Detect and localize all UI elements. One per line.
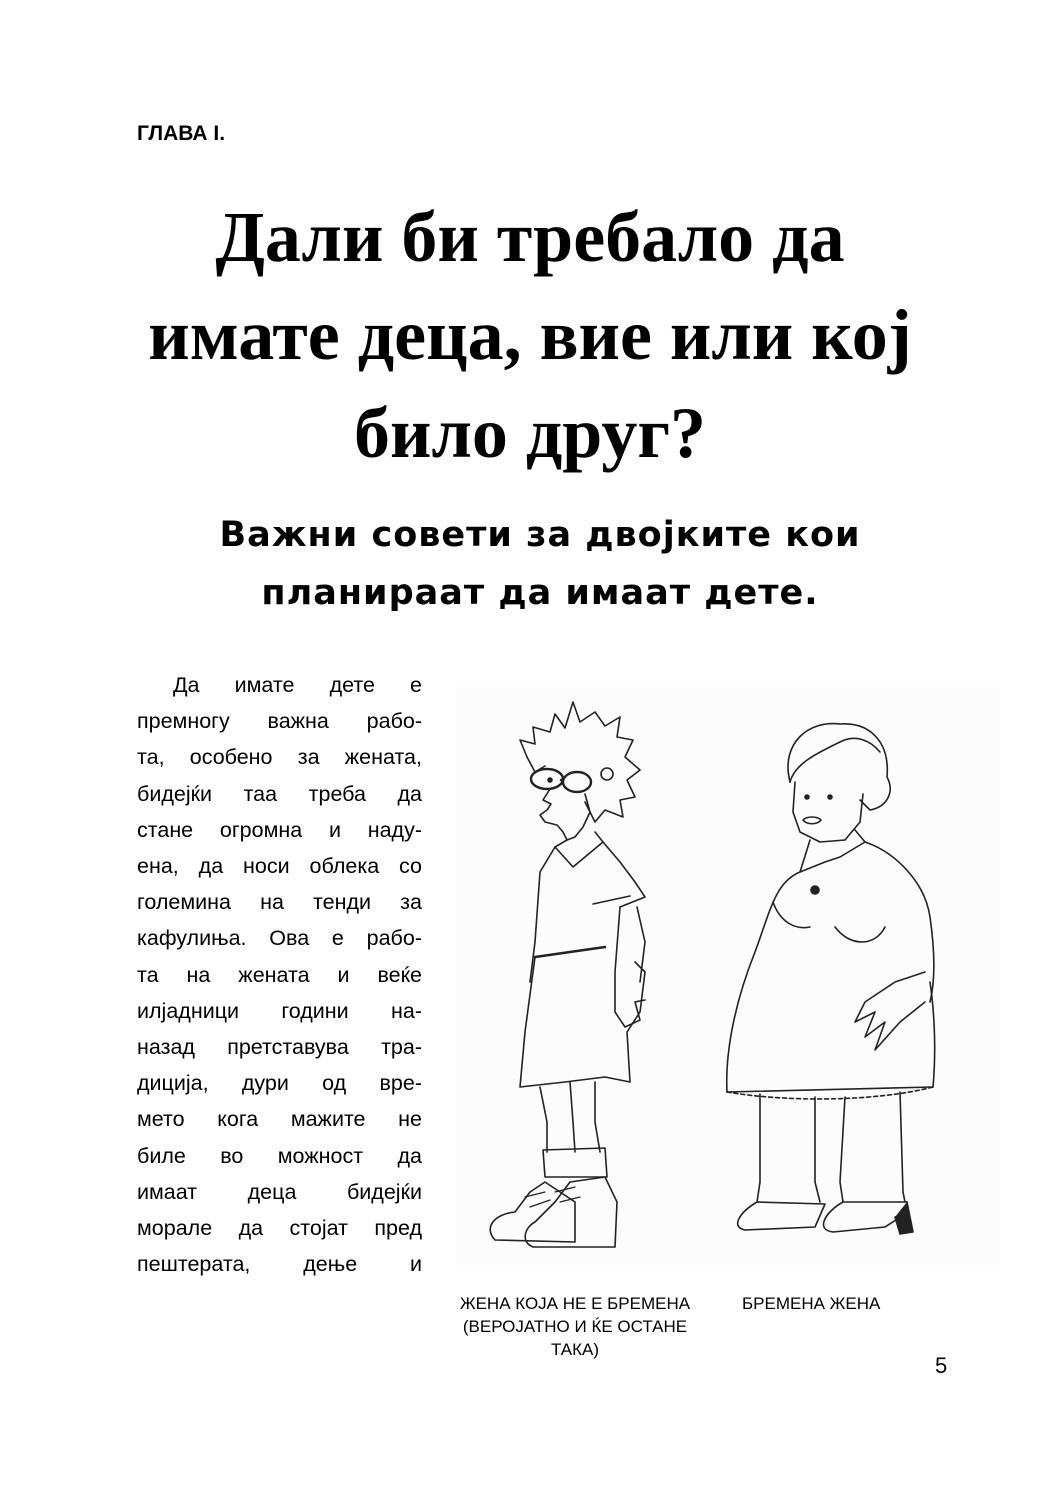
caption-line: ТАКА) xyxy=(550,1340,600,1359)
subtitle-line: планираат да имаат дете. xyxy=(261,573,819,613)
body-paragraph xyxy=(137,667,422,1282)
body-line: Да имате дете е xyxy=(173,673,422,697)
title-line: Дали би требало да xyxy=(215,197,845,277)
body-line: назад претставува тра- xyxy=(137,1035,422,1060)
caption-line: ЖЕНА КОЈА НЕ Е БРЕМЕНА xyxy=(459,1294,691,1313)
body-line: диција, дури од вре- xyxy=(137,1071,422,1096)
illustration-two-women xyxy=(455,682,1000,1270)
body-line: стане огромна и наду- xyxy=(137,817,422,842)
body-line: бидејќи таа треба да xyxy=(137,781,422,806)
body-line: та, особено за жената, xyxy=(137,745,422,770)
caption-pregnant-woman: БРЕМЕНА ЖЕНА xyxy=(742,1294,881,1313)
body-line: пештерата, дење и xyxy=(137,1252,422,1277)
subtitle-line: Важни совети за двојките кои xyxy=(219,515,861,555)
caption-line: (ВЕРОЈАТНО И ЌЕ ОСТАНЕ xyxy=(462,1317,688,1336)
caption-non-pregnant-woman xyxy=(450,1292,700,1361)
body-line: кафулиња. Ова е рабо- xyxy=(137,926,422,951)
title-line: имате деца, вие или кој xyxy=(148,295,912,375)
title-line: било друг? xyxy=(353,393,707,473)
body-line: имаат деца бидејќи xyxy=(137,1179,422,1204)
body-line: та на жената и веќе xyxy=(137,962,422,987)
pregnant-woman-figure xyxy=(727,724,935,1234)
chapter-label: ГЛАВА I. xyxy=(137,122,226,145)
body-line: премногу важна рабо- xyxy=(137,709,422,734)
body-line: биле во можност да xyxy=(137,1143,422,1168)
body-line: морале да стојат пред xyxy=(137,1216,422,1241)
page-number: 5 xyxy=(935,1353,948,1378)
non-pregnant-woman-figure xyxy=(490,702,645,1247)
body-line: илјадници години на- xyxy=(137,998,422,1023)
page-title xyxy=(100,188,960,482)
body-line: големина на тенди за xyxy=(137,890,422,915)
body-line: мето кога мажите не xyxy=(137,1107,422,1132)
body-line: ена, да носи облека со xyxy=(137,854,422,879)
subtitle xyxy=(130,506,950,622)
